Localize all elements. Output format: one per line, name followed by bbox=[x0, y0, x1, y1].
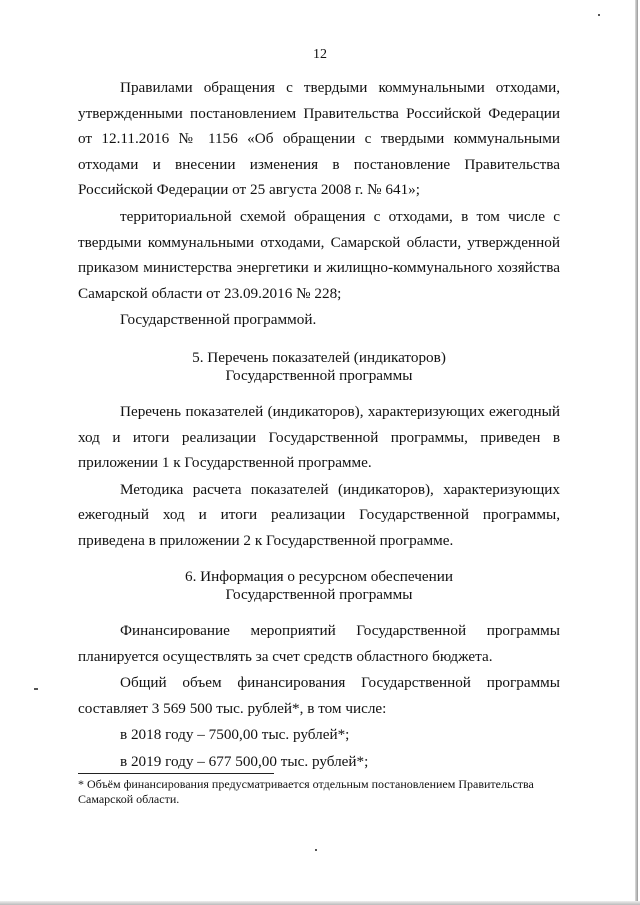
paragraph: Методика расчета показателей (индикаторов), характеризующих ежегодный ход и итоги реализации Государственной программы, приведена в приложении 2 к Государственной программе. bbox=[78, 480, 560, 549]
paragraph: территориальной схемой обращения с отходами, в том числе с твердыми коммунальными отходами, Самарской области, утвержденной приказом министерства энергетики и жилищно-коммунального хозяйства Самарской области от 23.09.2016 № 228; bbox=[78, 207, 560, 302]
section-heading: Государственной программы bbox=[225, 586, 413, 603]
paragraph: Финансирование мероприятий Государственной программы планируется осуществлять за счет средств областного бюджета. bbox=[78, 622, 560, 665]
scan-speck bbox=[315, 849, 317, 851]
paragraph: в 2018 году – 7500,00 тыс. рублей*; bbox=[120, 726, 350, 744]
section-heading: 6. Информация о ресурсном обеспечении bbox=[184, 568, 453, 585]
paragraph: Перечень показателей (индикаторов), характеризующих ежегодный ход и итоги реализации Государственной программы, приведен в приложении 1 к Государственной программе. bbox=[78, 403, 560, 472]
footnote-separator bbox=[78, 773, 274, 774]
paragraph: Правилами обращения с твердыми коммунальными отходами, утвержденными постановлением Правительства Российской Федерации от 12.11.2016 № 1156 «Об обращении с твердыми коммунальными отходами и внесении изменения в постановление Правительства Российской Федерации от 25 августа 2008 г. № 641»; bbox=[78, 79, 560, 199]
scan-speck bbox=[598, 14, 600, 16]
scan-speck bbox=[34, 688, 38, 690]
section-heading: Государственной программы bbox=[225, 367, 413, 384]
page-number: 12 bbox=[313, 47, 327, 62]
section-heading: 5. Перечень показателей (индикаторов) bbox=[192, 349, 446, 366]
section-legal-basis bbox=[78, 75, 560, 333]
scan-edge-bottom bbox=[0, 901, 640, 905]
paragraph: Общий объем финансирования Государственной программы составляет 3 569 500 тыс. рублей*, в том числе: bbox=[78, 674, 560, 717]
scan-edge-right bbox=[635, 0, 638, 905]
paragraph: в 2019 году – 677 500,00 тыс. рублей*; bbox=[120, 752, 369, 770]
section-5 bbox=[78, 349, 560, 554]
paragraph: Государственной программой. bbox=[120, 311, 317, 329]
section-6 bbox=[78, 568, 560, 775]
footnote: * Объём финансирования предусматривается отдельным постановлением Правительства Самарской области. bbox=[78, 777, 534, 806]
